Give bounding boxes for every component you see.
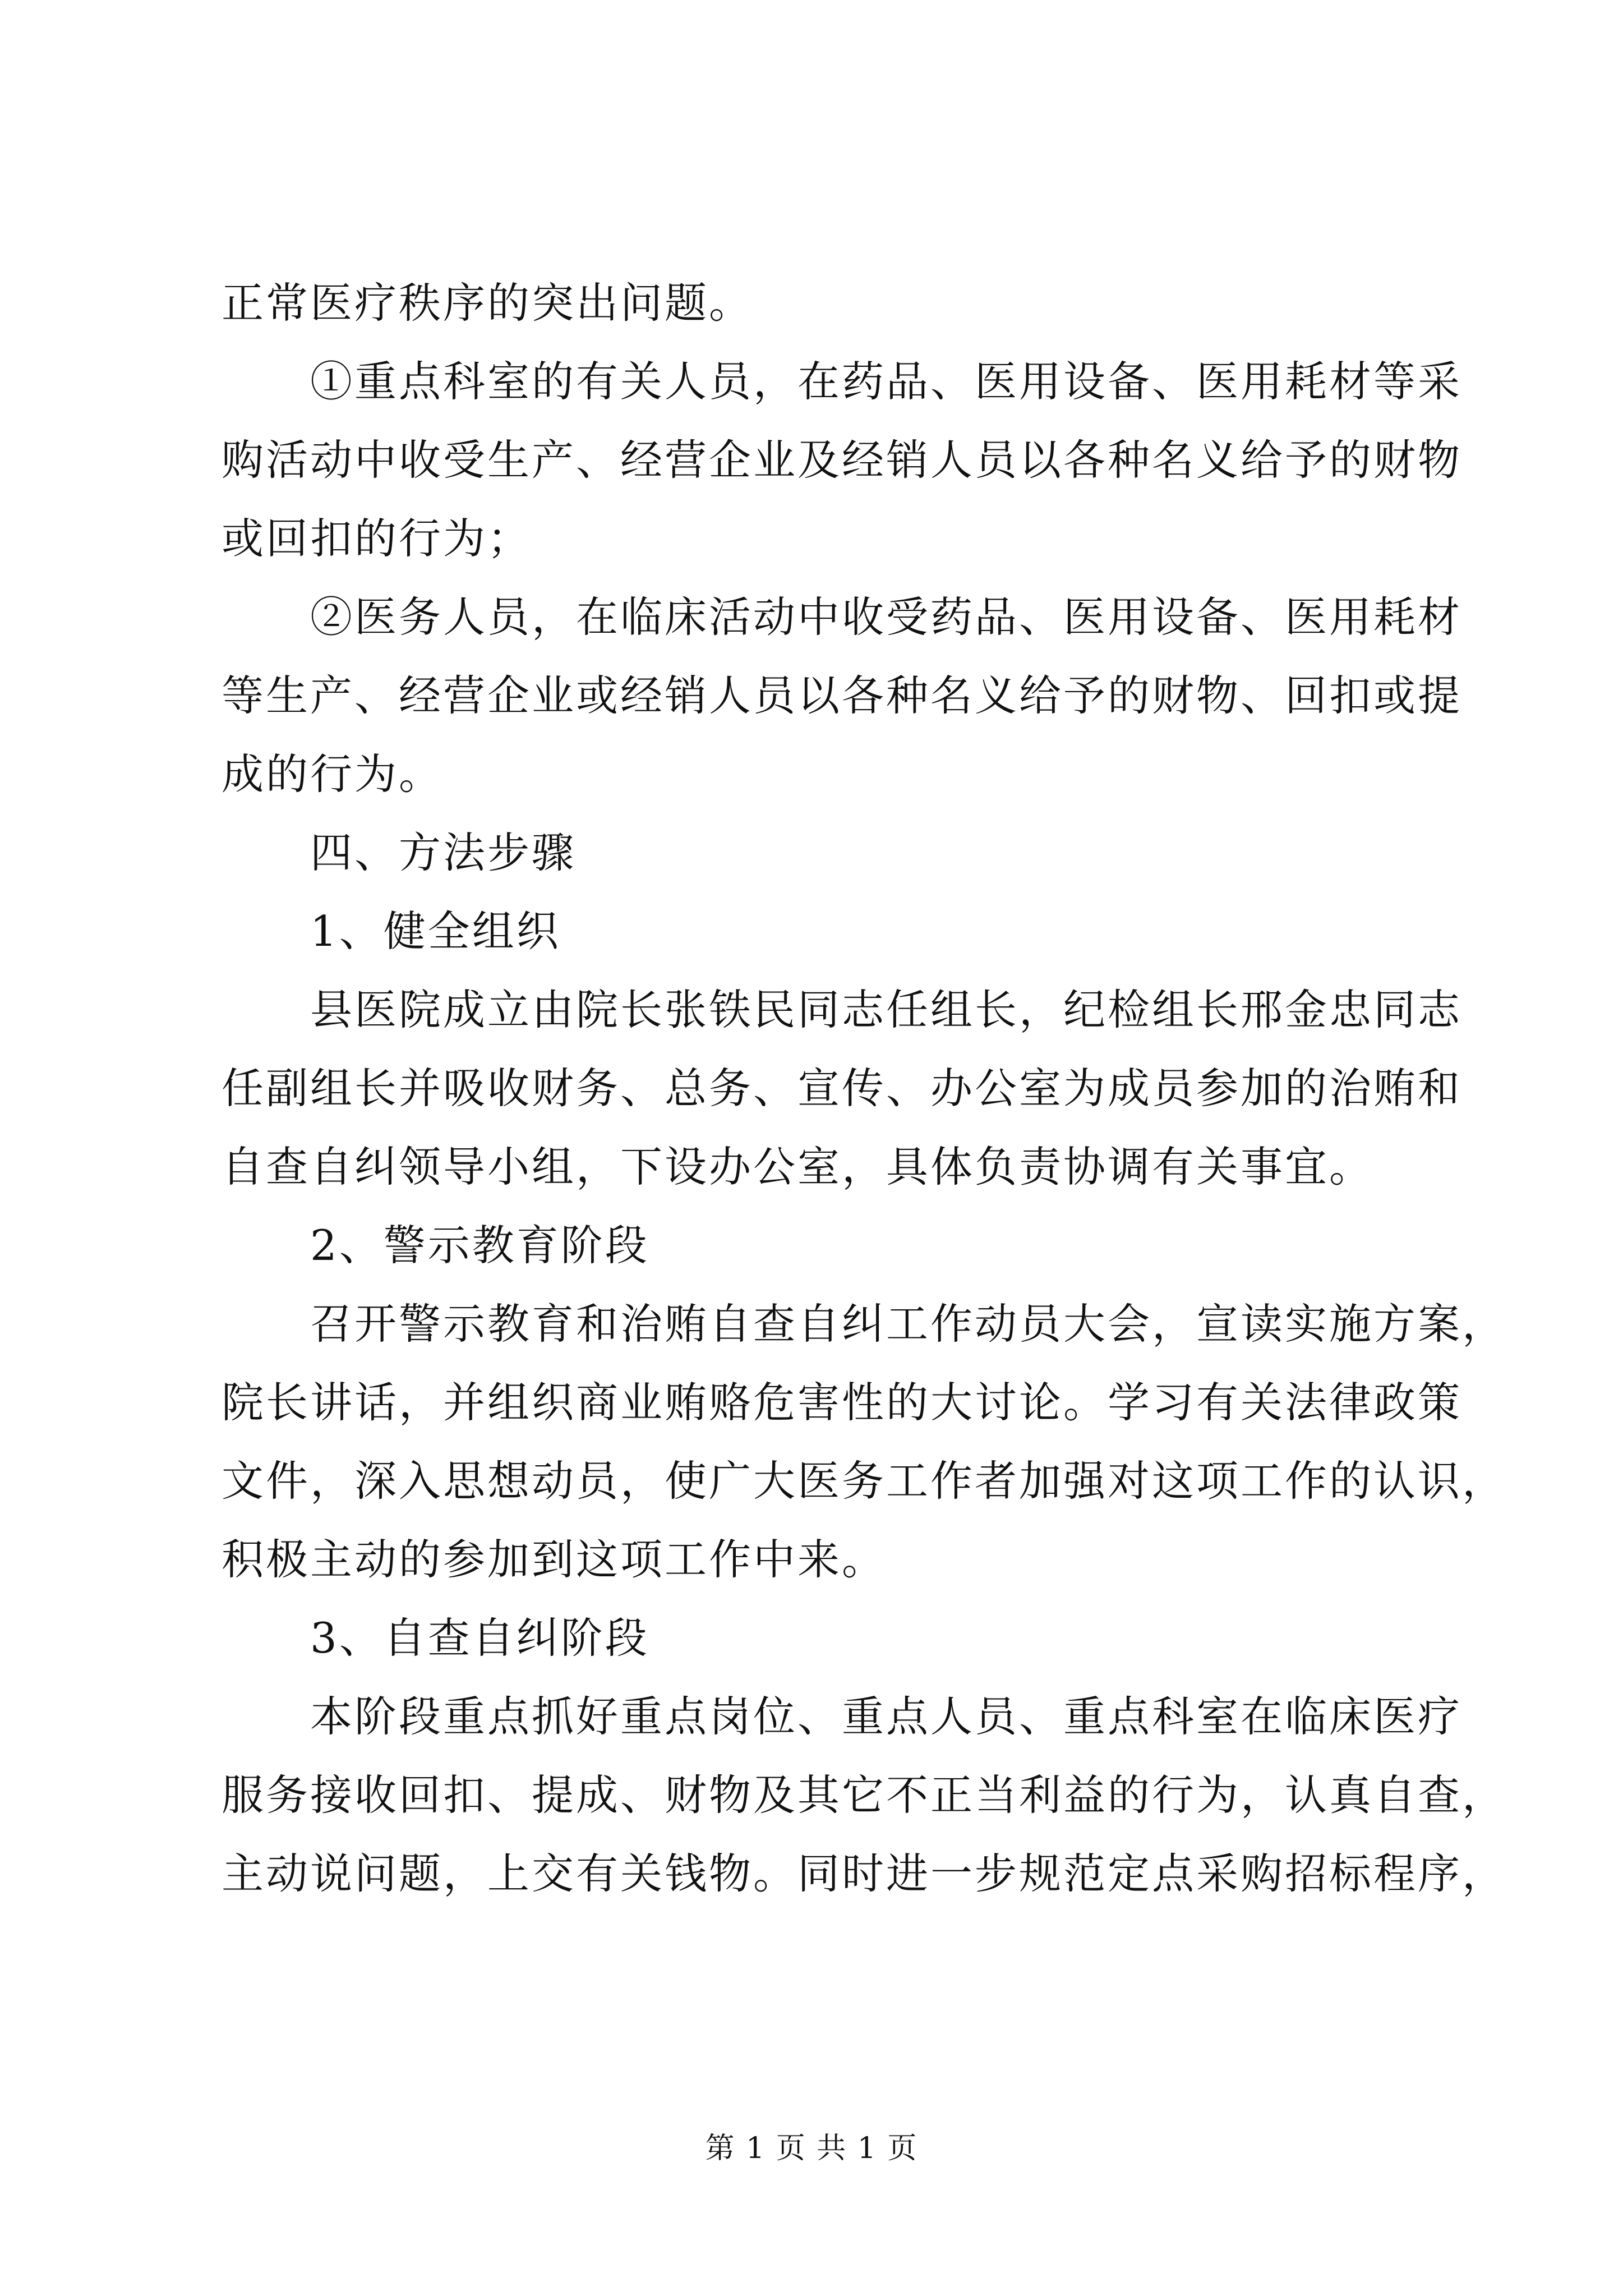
- body-line: 自查自纠领导小组，下设办公室，具体负责协调有关事宜。: [222, 1142, 1374, 1191]
- section-heading: 四、方法步骤: [310, 828, 577, 877]
- subsection-heading: 3、自查自纠阶段: [310, 1613, 649, 1663]
- document-body: [222, 264, 1507, 1913]
- body-line: 成的行为。: [222, 749, 444, 799]
- body-line: 正常医疗秩序的突出问题。: [222, 278, 754, 328]
- subsection-heading: 2、警示教育阶段: [310, 1221, 649, 1270]
- body-line: 文件，深入思想动员，使广大医务工作者加强对这项工作的认识，: [222, 1456, 1507, 1506]
- page-footer: 第 1 页 共 1 页: [705, 2132, 918, 2165]
- body-line: ①重点科室的有关人员，在药品、医用设备、医用耗材等采: [310, 357, 1463, 406]
- body-line: 任副组长并吸收财务、总务、宣传、办公室为成员参加的治贿和: [222, 1064, 1463, 1113]
- body-line: ②医务人员，在临床活动中收受药品、医用设备、医用耗材: [310, 592, 1463, 642]
- subsection-heading: 1、健全组织: [310, 907, 561, 956]
- body-line: 召开警示教育和治贿自查自纠工作动员大会，宣读实施方案，: [310, 1299, 1507, 1349]
- body-line: 购活动中收受生产、经营企业及经销人员以各种名义给予的财物: [222, 435, 1463, 485]
- body-line: 院长讲话，并组织商业贿赂危害性的大讨论。学习有关法律政策: [222, 1378, 1463, 1427]
- body-line: 主动说问题，上交有关钱物。同时进一步规范定点采购招标程序，: [222, 1849, 1507, 1898]
- body-line: 等生产、经营企业或经销人员以各种名义给予的财物、回扣或提: [222, 671, 1463, 720]
- body-line: 县医院成立由院长张铁民同志任组长，纪检组长邢金忠同志: [310, 985, 1463, 1034]
- body-line: 积极主动的参加到这项工作中来。: [222, 1535, 887, 1584]
- body-line: 或回扣的行为；: [222, 514, 532, 563]
- body-line: 本阶段重点抓好重点岗位、重点人员、重点科室在临床医疗: [310, 1692, 1463, 1741]
- body-line: 服务接收回扣、提成、财物及其它不正当利益的行为，认真自查，: [222, 1770, 1507, 1820]
